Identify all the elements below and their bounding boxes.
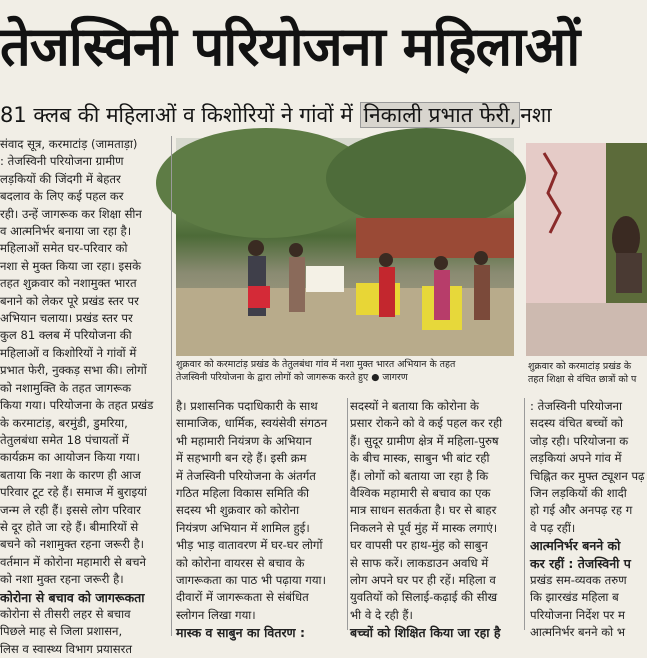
body-line: मात्र साधन सतर्कता है। घर से बाहर	[350, 503, 497, 518]
photo-classroom-caption	[528, 360, 647, 386]
body-line: आत्मनिर्भर बनने को भ	[530, 625, 625, 640]
caption-line: शुक्रवार को करमाटांड़ प्रखंड के	[528, 361, 632, 372]
body-line: भीड़ भाड़ वातावरण में घर-घर लोगों	[176, 538, 323, 553]
body-line: सामाजिक, धार्मिक, स्वयंसेवी संगठन	[176, 416, 328, 431]
body-line: रही। उन्हें जागरूक कर शिक्षा सीन	[0, 206, 142, 221]
body-line: भी वे दे रही हैं।	[350, 607, 413, 622]
photo-rally	[176, 138, 514, 356]
body-line: नियंत्रण अभियान में शामिल हुई।	[176, 520, 310, 535]
body-line: कार्यक्रम का आयोजन किया गया।	[0, 450, 141, 465]
body-line: तहत शुक्रवार को नशामुक्त भारत	[0, 276, 137, 291]
body-line: के करमाटांड़, बरमुंडी, डुमरिया,	[0, 415, 128, 430]
photo-rally-caption	[176, 358, 514, 384]
subheading: कर रहीं : तेजस्विनी प	[530, 555, 631, 571]
subhead-post: नशा	[520, 103, 552, 127]
body-line: अभियान चलाया। प्रखंड स्तर पर	[0, 311, 133, 326]
body-line: भी महामारी नियंत्रण के अभियान	[176, 433, 312, 448]
article-column-4	[530, 398, 647, 647]
body-line: घर वापसी पर हाथ-मुंह को साबुन	[350, 538, 488, 553]
article-column-1	[0, 136, 168, 656]
caption-line: तहत शिक्षा से वंचित छात्रों को प	[528, 374, 637, 385]
body-line: जिन लड़कियों की शादी	[530, 486, 627, 501]
body-line: को कोरोना वायरस से बचाव के	[176, 555, 305, 570]
headline: तेजस्विनी परियोजना महिलाओं	[0, 15, 580, 78]
body-line: जागरूकता का पाठ भी पढ़ाया गया।	[176, 573, 326, 588]
column-divider	[171, 136, 172, 636]
article-column-2	[176, 398, 344, 647]
body-line: सदस्य वंचित बच्चों को	[530, 416, 623, 431]
body-line: व आत्मनिर्भर बनाया जा रहा है।	[0, 224, 132, 239]
body-line: युवतियों को सिलाई-कढ़ाई की सीख	[350, 590, 498, 605]
body-line: में तेजस्विनी परियोजना के अंतर्गत	[176, 468, 316, 483]
body-line: चिह्नित कर मुफ्त ट्यूशन पढ़	[530, 468, 645, 483]
body-line: कि झारखंड महिला ब	[530, 590, 619, 605]
body-line: : तेजस्विनी परियोजना	[530, 399, 622, 413]
body-line: से दूर होते जा रहे हैं। बीमारियों से	[0, 519, 139, 534]
body-line: महिलाओं व किशोरियों ने गांवों में	[0, 345, 137, 360]
body-line: प्रसार रोकने को वे कई पहल कर रही	[350, 416, 503, 431]
subhead-pre: 81 क्लब की महिलाओं व किशोरियों ने गांवों में	[0, 103, 353, 127]
body-line: प्रखंड सम-व्यवक तरुण	[530, 573, 627, 588]
body-line: हो गई और अनपढ़ रह ग	[530, 503, 633, 518]
dateline: संवाद सूत्र, करमाटांड़ (जामताड़ा)	[0, 137, 138, 151]
body-line: बदलाव के लिए कई पहल कर	[0, 189, 124, 204]
body-line: जोड़ रही। परियोजना क	[530, 433, 629, 448]
photo-classroom	[526, 143, 647, 356]
body-line: बनाने को लेकर पूरे प्रखंड स्तर पर	[0, 293, 139, 308]
body-line: किया गया। परियोजना के तहत प्रखंड	[0, 398, 154, 413]
body-line: के बीच मास्क, साबुन भी बांट रही	[350, 451, 490, 466]
body-line: कुल 81 क्लब में परियोजना की	[0, 328, 132, 343]
body-line: वैश्विक महामारी से बचाव का एक	[350, 486, 491, 501]
subheadline	[0, 100, 647, 130]
body-line: सदस्यों ने बताया कि कोरोना के	[350, 399, 479, 413]
body-line: निकलने से पूर्व मुंह में मास्क लगाएं।	[350, 520, 498, 535]
body-line: वे पढ़ रहीं।	[530, 520, 576, 535]
body-line: लड़कियों की जिंदगी में बेहतर	[0, 171, 121, 186]
caption-line: शुक्रवार को करमाटांड़ प्रखंड के तेतुलबंधा गांव में नशा मुक्त भारत अभियान के तहत	[176, 359, 456, 370]
subheading: मास्क व साबुन का वितरण :	[176, 625, 305, 641]
body-line: बचने को नशामुक्त रहना जरूरी है।	[0, 537, 145, 552]
body-line: लिस व स्वास्थ्य विभाग प्रयासरत	[0, 641, 132, 656]
body-line: परिवार टूट रहे हैं। समाज में बुराइयां	[0, 485, 147, 500]
body-line: परियोजना निर्देश पर म	[530, 607, 625, 622]
column-divider	[524, 398, 525, 630]
body-line: : तेजस्विनी परियोजना ग्रामीण	[0, 154, 124, 169]
body-line: को नशामुक्ति के तहत जागरूक	[0, 380, 132, 395]
column-divider	[347, 398, 348, 630]
body-line: से साफ करें। लाकडाउन अवधि में	[350, 555, 489, 570]
body-line: लड़कियां अपने गांव में	[530, 451, 622, 466]
body-line: महिलाओं समेत घर-परिवार को	[0, 241, 128, 256]
body-line: गठित महिला विकास समिति की	[176, 486, 310, 501]
body-line: लोग अपने घर पर ही रहें। महिला व	[350, 573, 496, 588]
body-line: कोरोना से तीसरी लहर से बचाव	[0, 606, 131, 621]
body-line: बताया कि नशा के कारण ही आज	[0, 467, 141, 482]
body-line: हैं। सुदूर ग्रामीण क्षेत्र में महिला-पुरुष	[350, 433, 499, 448]
caption-text: तेजस्विनी परियोजना के द्वारा लोगों को जागरूक करते हुए	[176, 372, 369, 383]
body-line: नशा से मुक्त किया जा रहा। इसके	[0, 258, 141, 273]
body-line: सदस्य भी शुक्रवार को कोरोना	[176, 503, 300, 518]
body-line: को नशा मुक्त रहना जरूरी है।	[0, 572, 124, 587]
subheading: बच्चों को शिक्षित किया जा रहा है	[350, 625, 501, 641]
subhead-highlight: निकाली प्रभात फेरी,	[360, 102, 521, 128]
photo-credit: ● जागरण	[371, 372, 408, 383]
body-line: जन्म ले रही हैं। इससे लोग परिवार	[0, 502, 141, 517]
body-line: तेतुलबंधा समेत 18 पंचायतों में	[0, 432, 129, 447]
subheading: आत्मनिर्भर बनने को	[530, 538, 621, 554]
body-line: है। प्रशासनिक पदाधिकारी के साथ	[176, 399, 318, 413]
caption-line	[176, 371, 514, 384]
body-line: में सहभागी बन रहे हैं। इसी क्रम	[176, 451, 307, 466]
subheading: कोरोना से बचाव को जागरूकता	[0, 589, 145, 605]
body-line: वर्तमान में कोरोना महामारी से बचने	[0, 554, 146, 569]
body-line: स्लोगन लिखा गया।	[176, 607, 256, 622]
body-line: पिछले माह से जिला प्रशासन,	[0, 624, 123, 639]
body-line: दीवारों में जागरूकता से संबंधित	[176, 590, 309, 605]
photo-classroom-illustration	[526, 143, 647, 356]
photo-rally-illustration	[176, 138, 514, 356]
body-line: प्रभात फेरी, नुक्कड़ सभा की। लोगों	[0, 363, 147, 378]
body-line: हैं। लोगों को बताया जा रहा है कि	[350, 468, 489, 483]
article-column-3	[350, 398, 520, 647]
